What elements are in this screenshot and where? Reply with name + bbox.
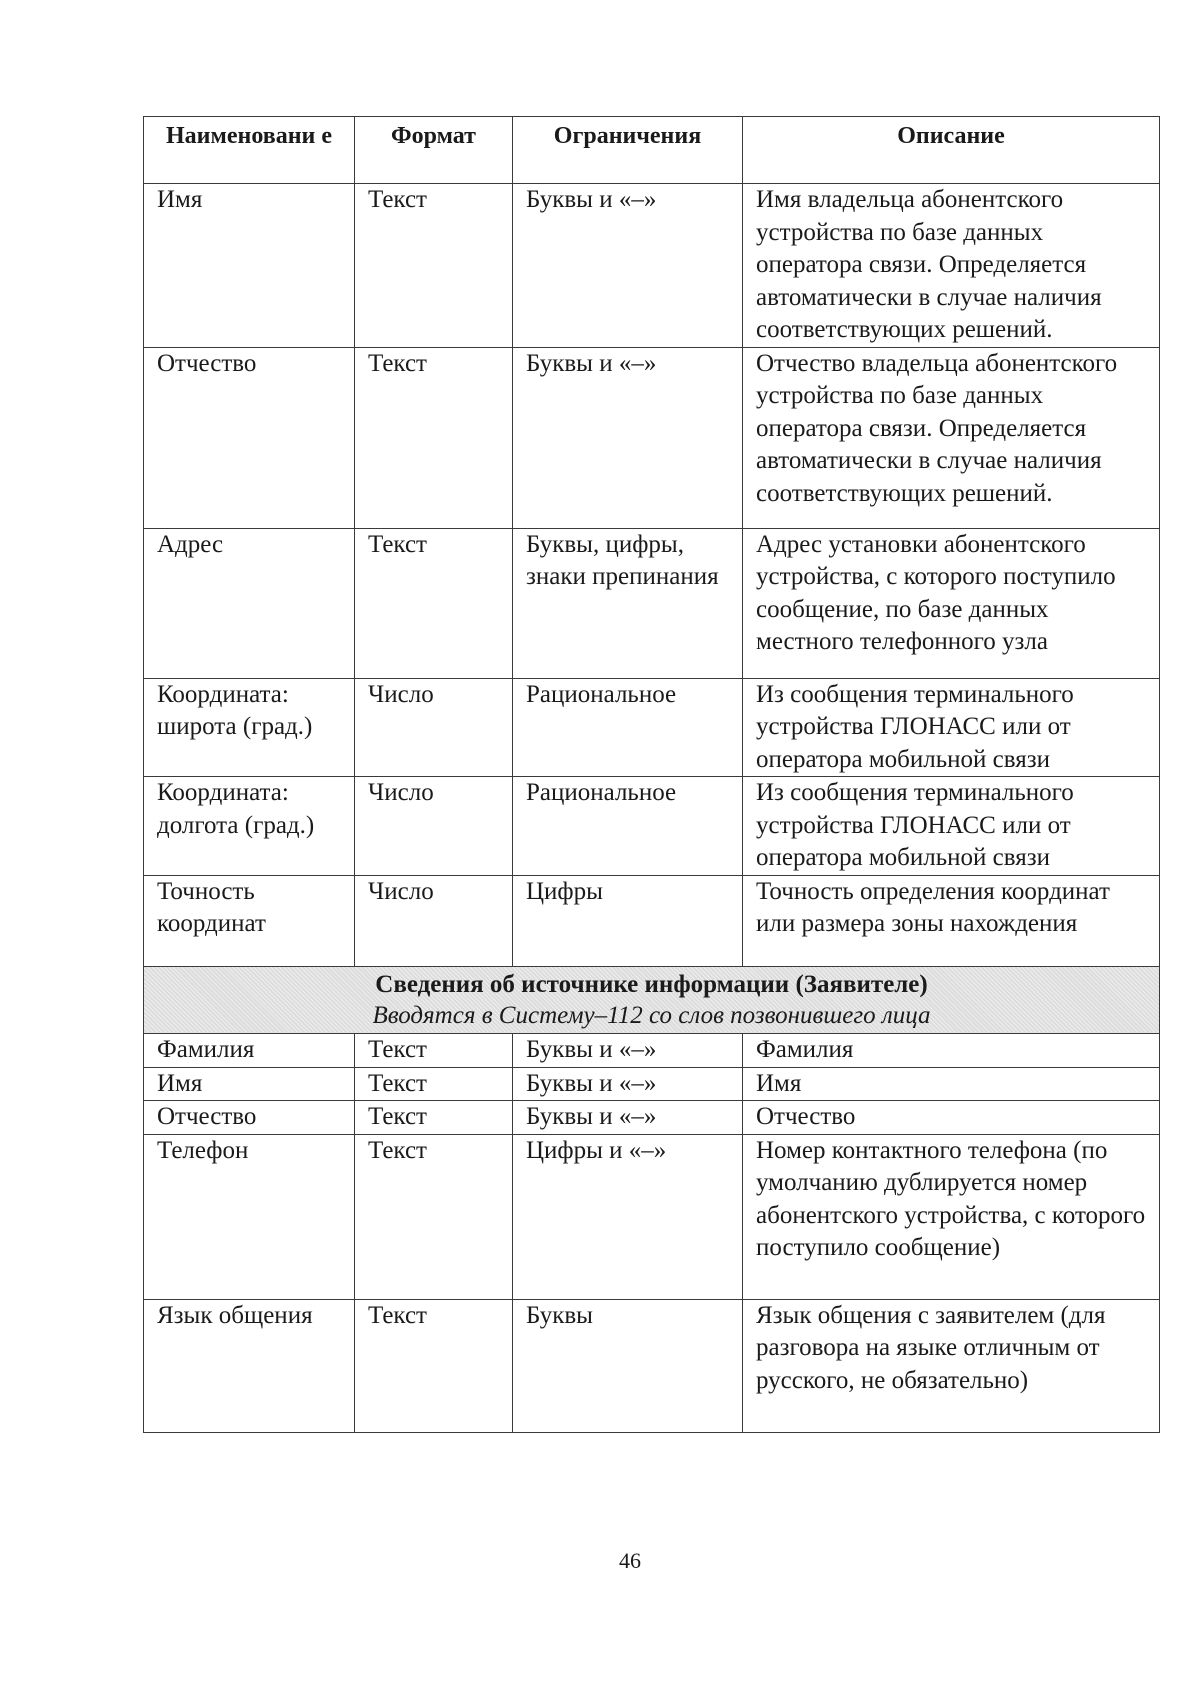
table-row [144,528,1160,678]
cell-limits: Цифры и «–» [513,1134,743,1299]
cell-limits: Рациональное [513,777,743,876]
cell-description: Номер контактного телефона (по умолчанию дублируется номер абонентского устройства, с которого поступило сообщение) [743,1134,1160,1299]
table-row [144,1033,1160,1067]
section-header-row [144,966,1160,1033]
cell-description: Отчество владельца абонентского устройства по базе данных оператора связи. Определяется автоматически в случае наличия соответствующих решений. [743,347,1160,528]
cell-name: Адрес [144,528,355,678]
cell-description: Адрес установки абонентского устройства, с которого поступило сообщение, по базе данных местного телефонного узла [743,528,1160,678]
cell-name: Отчество [144,1101,355,1135]
cell-limits: Буквы и «–» [513,1067,743,1101]
table-row [144,777,1160,876]
cell-description: Имя владельца абонентского устройства по базе данных оператора связи. Определяется автоматически в случае наличия соответствующих решений. [743,184,1160,348]
table-row [144,1299,1160,1432]
cell-name: Язык общения [144,1299,355,1432]
table-row [144,875,1160,966]
cell-name: Имя [144,1067,355,1101]
cell-limits: Буквы и «–» [513,1033,743,1067]
cell-name: Координата: широта (град.) [144,678,355,777]
cell-limits: Буквы и «–» [513,1101,743,1135]
header-description: Описание [743,117,1160,184]
cell-format: Текст [355,1101,513,1135]
section-header-cell [144,966,1160,1033]
table-row [144,1134,1160,1299]
cell-limits: Буквы [513,1299,743,1432]
header-limits: Ограничения [513,117,743,184]
cell-format: Текст [355,184,513,348]
table-row [144,678,1160,777]
table-row [144,184,1160,348]
cell-format: Текст [355,1299,513,1432]
cell-description: Точность определения координат или размера зоны нахождения [743,875,1160,966]
section-title: Сведения об источнике информации (Заявителе) [375,970,928,998]
cell-limits: Буквы и «–» [513,347,743,528]
cell-format: Число [355,875,513,966]
table-header [144,117,1160,184]
cell-name: Отчество [144,347,355,528]
table-row [144,1067,1160,1101]
cell-name: Имя [144,184,355,348]
header-row [144,117,1160,184]
cell-format: Текст [355,1033,513,1067]
cell-name: Точность координат [144,875,355,966]
cell-format: Число [355,777,513,876]
cell-description: Отчество [743,1101,1160,1135]
cell-format: Текст [355,347,513,528]
table-row [144,1101,1160,1135]
cell-name: Телефон [144,1134,355,1299]
header-format: Формат [355,117,513,184]
cell-description: Из сообщения терминального устройства ГЛОНАСС или от оператора мобильной связи [743,678,1160,777]
cell-limits: Буквы и «–» [513,184,743,348]
cell-description: Язык общения с заявителем (для разговора на языке отличным от русского, не обязательно) [743,1299,1160,1432]
cell-limits: Цифры [513,875,743,966]
cell-limits: Рациональное [513,678,743,777]
cell-format: Текст [355,528,513,678]
table-body [144,184,1160,1433]
cell-name: Координата: долгота (град.) [144,777,355,876]
cell-format: Текст [355,1134,513,1299]
cell-description: Фамилия [743,1033,1160,1067]
cell-format: Текст [355,1067,513,1101]
cell-limits: Буквы, цифры, знаки препинания [513,528,743,678]
section-subtitle: Вводятся в Систему–112 со слов позвонившего лица [372,1001,931,1029]
data-fields-table [143,116,1160,1433]
cell-description: Имя [743,1067,1160,1101]
cell-name: Фамилия [144,1033,355,1067]
table-row [144,347,1160,528]
cell-format: Число [355,678,513,777]
header-name: Наименовани е [144,117,355,184]
cell-description: Из сообщения терминального устройства ГЛОНАСС или от оператора мобильной связи [743,777,1160,876]
page-number: 46 [619,1548,641,1573]
